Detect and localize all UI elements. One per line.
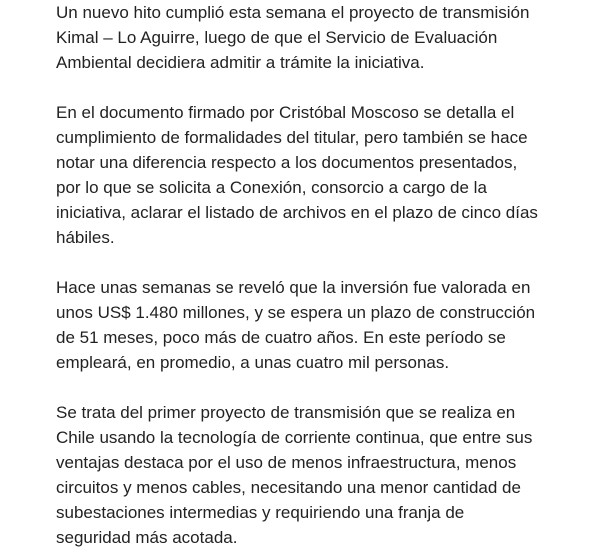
article-paragraph-3: Hace unas semanas se reveló que la inversión fue valorada en unos US$ 1.480 millones, y se espera un plazo de construcción de 51 meses, poco más de cuatro años. En este período se empleará, en promedio, a unas cuatro mil personas.	[56, 278, 536, 372]
article-paragraph-1: Un nuevo hito cumplió esta semana el proyecto de transmisión Kimal – Lo Aguirre, luego de que el Servicio de Evaluación Ambiental decidiera admitir a trámite la iniciativa.	[56, 3, 530, 72]
article-paragraph-4: Se trata del primer proyecto de transmisión que se realiza en Chile usando la tecnología de corriente continua, que entre sus ventajas destaca por el uso de menos infraestructura, menos circuitos y menos cables, necesitando una menor cantidad de subestaciones intermedias y requiriendo una franja de seguridad más acotada.	[56, 403, 533, 547]
article-paragraph-2: En el documento firmado por Cristóbal Moscoso se detalla el cumplimiento de formalidades del titular, pero también se hace notar una diferencia respecto a los documentos presentados, por lo que se solicita a Conexión, consorcio a cargo de la iniciativa, aclarar el listado de archivos en el plazo de cinco días hábiles.	[56, 103, 538, 247]
